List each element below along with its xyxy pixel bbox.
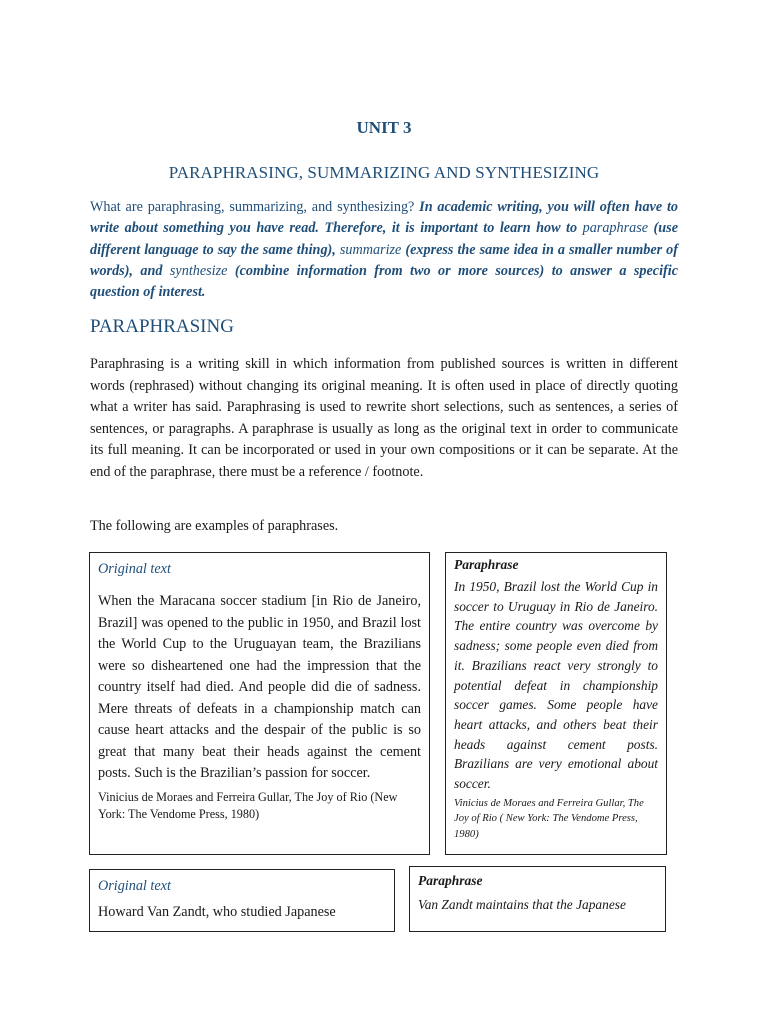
term-paraphrase: paraphrase [582,220,649,237]
intro-sentence-3: (express the same idea in a smaller number of words), and [90,241,678,279]
body-paragraph: Paraphrasing is a writing skill in which information from published sources is written in different words (rephrased) without changing its original meaning. It is often used in place of directly quoting what a writer has said. Paraphrasing is used to rewrite short selections, such as sentences, a series of sentences, or paragraphs. A paraphrase is usually as long as the original text in order to communicate its full meaning. It can be incorporated or used in your own compositions or it can be separate. At the end of the paraphrase, there must be a reference / footnote. [90,356,678,480]
section-heading: PARAPHRASING [90,316,234,337]
paraphrase-text: In 1950, Brazil lost the World Cup in soccer to Uruguay in Rio de Janeiro. The entire country was overcome by sadness; some people even died from it. Brazilians react very strongly to potential defeat in championship soccer games. Some people have heart attacks, and others beat their heads against cement posts. Brazilians are very emotional about soccer. [454,579,658,792]
intro-question: What are paraphrasing, summarizing, and synthesizing? [90,199,420,215]
examples-lead: The following are examples of paraphrases. [90,518,339,534]
paraphrase-box-2 [409,866,666,932]
original-text-label: Original text [98,561,171,577]
paraphrase-box [445,552,667,855]
original-text-2: Howard Van Zandt, who studied Japanese [98,904,336,920]
paraphrase-label: Paraphrase [454,557,519,572]
unit-title: UNIT 3 [356,118,412,137]
paraphrase-text-2: Van Zandt maintains that the Japanese [418,897,626,912]
term-synthesize: synthesize [169,262,228,279]
original-text-box-2 [89,869,395,932]
original-text-box [89,552,430,855]
paraphrase-label-2: Paraphrase [418,873,483,888]
intro-sentence-2: (use different language to say the same thing), [90,220,678,258]
term-summarize: summarize [339,241,402,258]
original-text-label-2: Original text [98,878,171,894]
original-text: When the Maracana soccer stadium [in Rio de Janeiro, Brazil] was opened to the public in 1950, and Brazil lost the World Cup to the Uruguayan team, the Brazilians were so disheartened one had the impression that the country itself had died. And people did die of sadness. Mere threats of defeats in a championship match can cause heart attacks and the despair of the public is so great that many beat their heads against the cement posts. Such is the Brazilian’s passion for soccer. [98,593,421,781]
paraphrase-citation: Vinicius de Moraes and Ferreira Gullar, The Joy of Rio ( New York: The Vendome Press, 1980) [454,797,644,840]
intro-sentence-1: In academic writing, you will often have to write about something you have read. Therefore, it is important to learn how to [90,199,678,237]
original-citation: Vinicius de Moraes and Ferreira Gullar, The Joy of Rio (New York: The Vendome Press, 1980) [98,789,398,821]
intro-sentence-4: (combine information from two or more sources) to answer a specific question of interest. [90,262,679,301]
intro-paragraph [90,197,678,303]
page-title: PARAPHRASING, SUMMARIZING AND SYNTHESIZING [168,163,600,182]
